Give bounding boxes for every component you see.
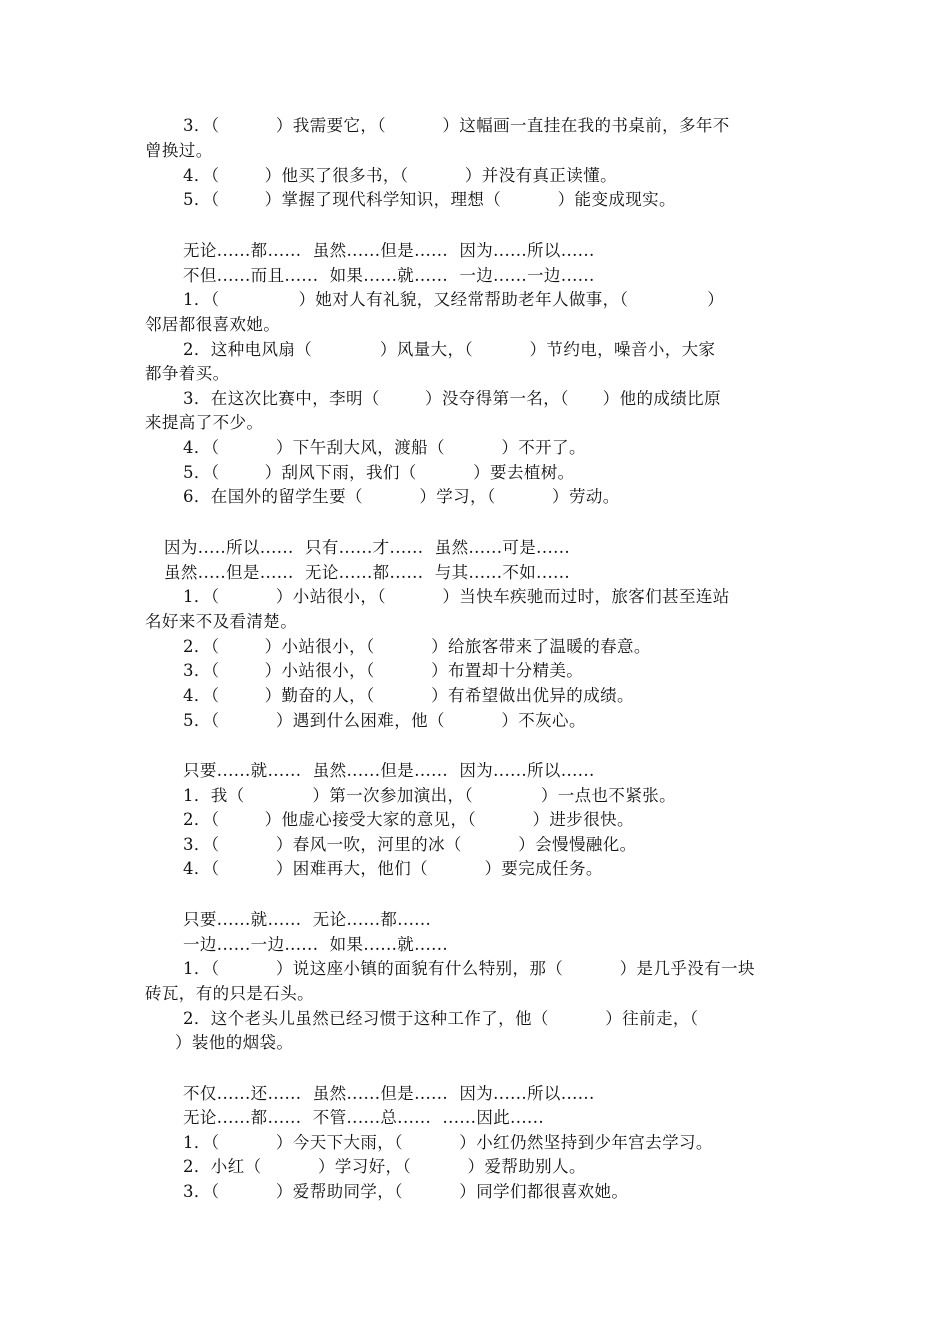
q-line: 3．（ ）我需要它，（ ）这幅画一直挂在我的书桌前，多年不 — [183, 116, 730, 135]
q-line: 2．这个老头儿虽然已经习惯于这种工作了，他（ ）往前走，（ — [183, 1009, 699, 1028]
word-bank-line: 只要......就...... 虽然......但是...... 因为......所以...... — [183, 761, 595, 780]
word-bank-line: 因为.....所以...... 只有......才...... 虽然......可是...... — [164, 538, 571, 557]
q-line: 3．（ ）爱帮助同学，（ ）同学们都很喜欢她。 — [183, 1182, 629, 1201]
q-line: 来提高了不少。 — [145, 413, 264, 432]
word-bank-line: 无论......都...... 不管......总...... ......因此...... — [183, 1108, 544, 1127]
q-line: 1．（ ）说这座小镇的面貌有什么特别，那（ ）是几乎没有一块 — [183, 959, 755, 978]
q-line: 5．（ ）掌握了现代科学知识，理想（ ）能变成现实。 — [183, 190, 676, 209]
word-bank-line: 虽然.....但是...... 无论......都...... 与其......不如...... — [164, 563, 571, 582]
q-line: 2．（ ）小站很小，（ ）给旅客带来了温暖的春意。 — [183, 637, 651, 656]
q-line: 邻居都很喜欢她。 — [145, 315, 281, 334]
q-line: 1．（ ）她对人有礼貌，又经常帮助老年人做事，（ ） — [183, 290, 725, 309]
q-line: 砖瓦，有的只是石头。 — [145, 984, 314, 1003]
q-line: 名好来不及看清楚。 — [145, 612, 298, 631]
word-bank-line: 一边......一边...... 如果......就...... — [183, 935, 449, 954]
word-bank-line: 无论......都...... 虽然......但是...... 因为......所以...... — [183, 241, 595, 260]
q-line: 2．（ ）他虚心接受大家的意见，（ ）进步很快。 — [183, 810, 634, 829]
q-line: 4．（ ）困难再大，他们（ ）要完成任务。 — [183, 859, 603, 878]
q-line: 4．（ ）他买了很多书，（ ）并没有真正读懂。 — [183, 166, 618, 185]
word-bank-line: 只要......就...... 无论......都...... — [183, 910, 432, 929]
word-bank-line: 不仅......还...... 虽然......但是...... 因为......所以...... — [183, 1084, 595, 1103]
q-line: 都争着买。 — [145, 364, 230, 383]
q-line: 2．这种电风扇（ ）风量大，（ ）节约电，噪音小，大家 — [183, 340, 716, 359]
q-line: 3．（ ）春风一吹，河里的冰（ ）会慢慢融化。 — [183, 835, 637, 854]
q-line: 1．我（ ）第一次参加演出，（ ）一点也不紧张。 — [183, 786, 677, 805]
q-line: 3．（ ）小站很小，（ ）布置却十分精美。 — [183, 661, 584, 680]
q-line: 4．（ ）下午刮大风，渡船（ ）不开了。 — [183, 438, 586, 457]
q-line: 4．（ ）勤奋的人，（ ）有希望做出优异的成绩。 — [183, 686, 634, 705]
q-line: 3．在这次比赛中，李明（ ）没夺得第一名，（ ）他的成绩比原 — [183, 389, 721, 408]
word-bank-line: 不但......而且...... 如果......就...... 一边......一边...... — [183, 266, 595, 285]
q-line: 1．（ ）今天下大雨，（ ）小红仍然坚持到少年宫去学习。 — [183, 1133, 713, 1152]
q-line: 曾换过。 — [145, 141, 213, 160]
q-line: 5．（ ）遇到什么困难，他（ ）不灰心。 — [183, 711, 586, 730]
q-line: 6．在国外的留学生要（ ）学习，（ ）劳动。 — [183, 487, 620, 506]
q-line: 2．小红（ ）学习好，（ ）爱帮助别人。 — [183, 1157, 586, 1176]
q-line: 5．（ ）刮风下雨，我们（ ）要去植树。 — [183, 463, 575, 482]
q-line: ）装他的烟袋。 — [175, 1033, 294, 1052]
q-line: 1．（ ）小站很小，（ ）当快车疾驰而过时，旅客们甚至连站 — [183, 587, 730, 606]
